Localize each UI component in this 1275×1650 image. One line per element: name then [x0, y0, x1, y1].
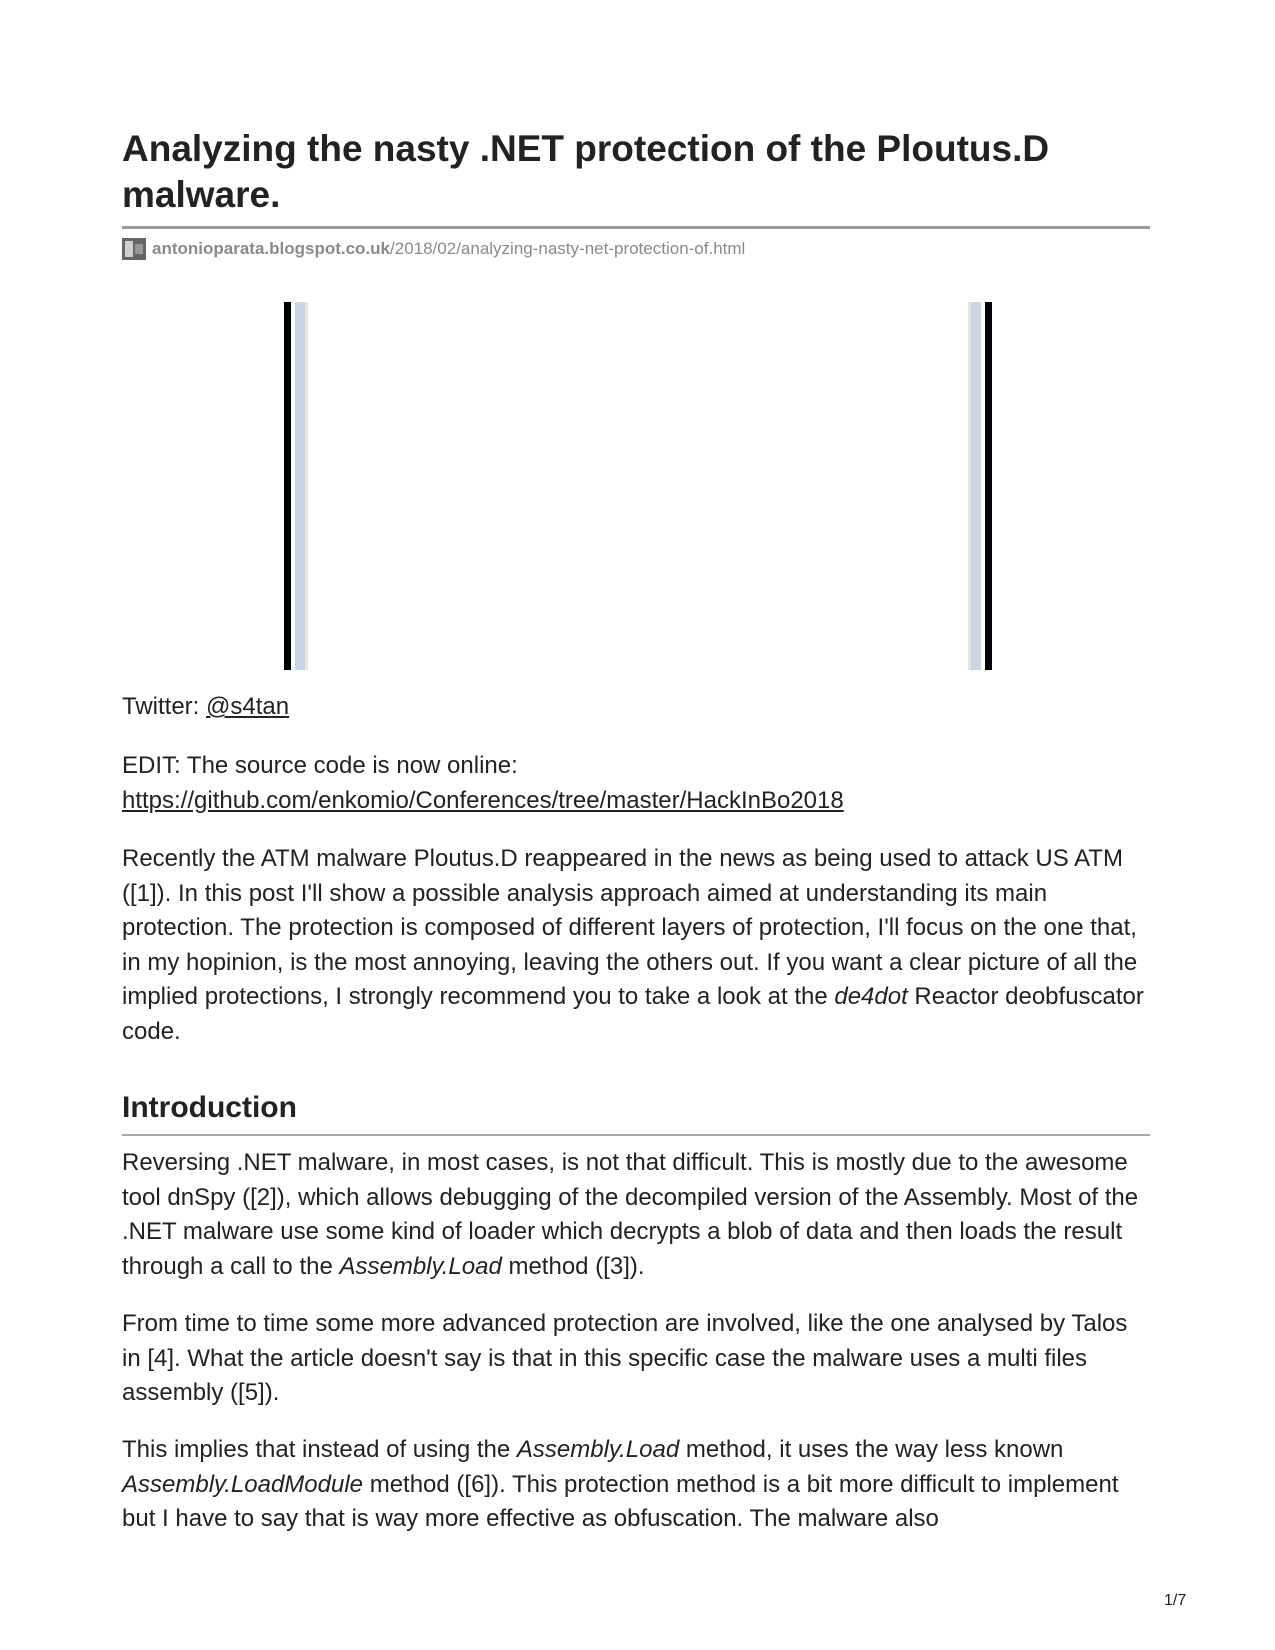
edit-text: EDIT: The source code is now online: — [122, 752, 518, 779]
twitter-line — [122, 690, 1150, 725]
twitter-label: Twitter: — [122, 693, 207, 720]
edit-note — [122, 749, 1150, 818]
paragraph-loadmodule: This implies that instead of using the Assembly.Load method, it uses the way less known Assembly.LoadModule method ([6]). This protection method is a bit more difficult to implement but I have to say that is way more effective as obfuscation. The malware also — [122, 1436, 1119, 1532]
de4dot-emphasis: de4dot — [834, 983, 908, 1010]
paragraph-reversing: Reversing .NET malware, in most cases, is not that difficult. This is mostly due to the awesome tool dnSpy ([2]), which allows debugging of the decompiled version of the Assembly. Most of the .NET malware use some kind of loader which decrypts a blob of data and then loads the result through a call to the Assembly.Load method ([3]). — [122, 1149, 1139, 1280]
section-heading-introduction: Introduction — [122, 1091, 297, 1124]
article-image — [284, 302, 990, 670]
page-number: 1/7 — [1164, 1592, 1187, 1609]
paragraph-advanced-protection: From time to time some more advanced protection are involved, like the one analysed by Talos in [4]. What the article doesn't say is that in this specific case the malware uses a multi files assembly ([5]). — [122, 1310, 1128, 1406]
twitter-handle-link[interactable]: @s4tan — [206, 693, 290, 720]
site-favicon-icon — [122, 238, 146, 260]
title-divider — [122, 226, 1150, 229]
section-divider — [122, 1134, 1150, 1136]
image-left-border — [284, 302, 308, 670]
assembly-load-emphasis: Assembly.Load — [339, 1252, 502, 1280]
intro-paragraph: Recently the ATM malware Ploutus.D reappeared in the news as being used to attack US ATM ([1]). In this post I'll show a possible analysis approach aimed at understanding its main protection. The protection is composed of different layers of protection, I'll focus on the one that, in my hopinion, is the most annoying, leaving the others out. If you want a clear picture of all the implied protections, I strongly recommend you to take a look at the de4dot Reactor deobfuscator code. — [122, 845, 1144, 1045]
page-title: Analyzing the nasty .NET protection of the Ploutus.D malware. — [122, 128, 1050, 215]
image-right-border — [968, 302, 992, 670]
source-path: /2018/02/analyzing-nasty-net-protection-of.html — [390, 239, 746, 258]
source-domain: antonioparata.blogspot.co.uk — [152, 239, 391, 258]
source-code-link[interactable]: https://github.com/enkomio/Conferences/tree/master/HackInBo2018 — [122, 786, 844, 814]
source-url[interactable] — [122, 238, 745, 260]
assembly-loadmodule-emphasis: Assembly.LoadModule — [122, 1470, 364, 1498]
assembly-load-emphasis-2: Assembly.Load — [516, 1436, 680, 1463]
